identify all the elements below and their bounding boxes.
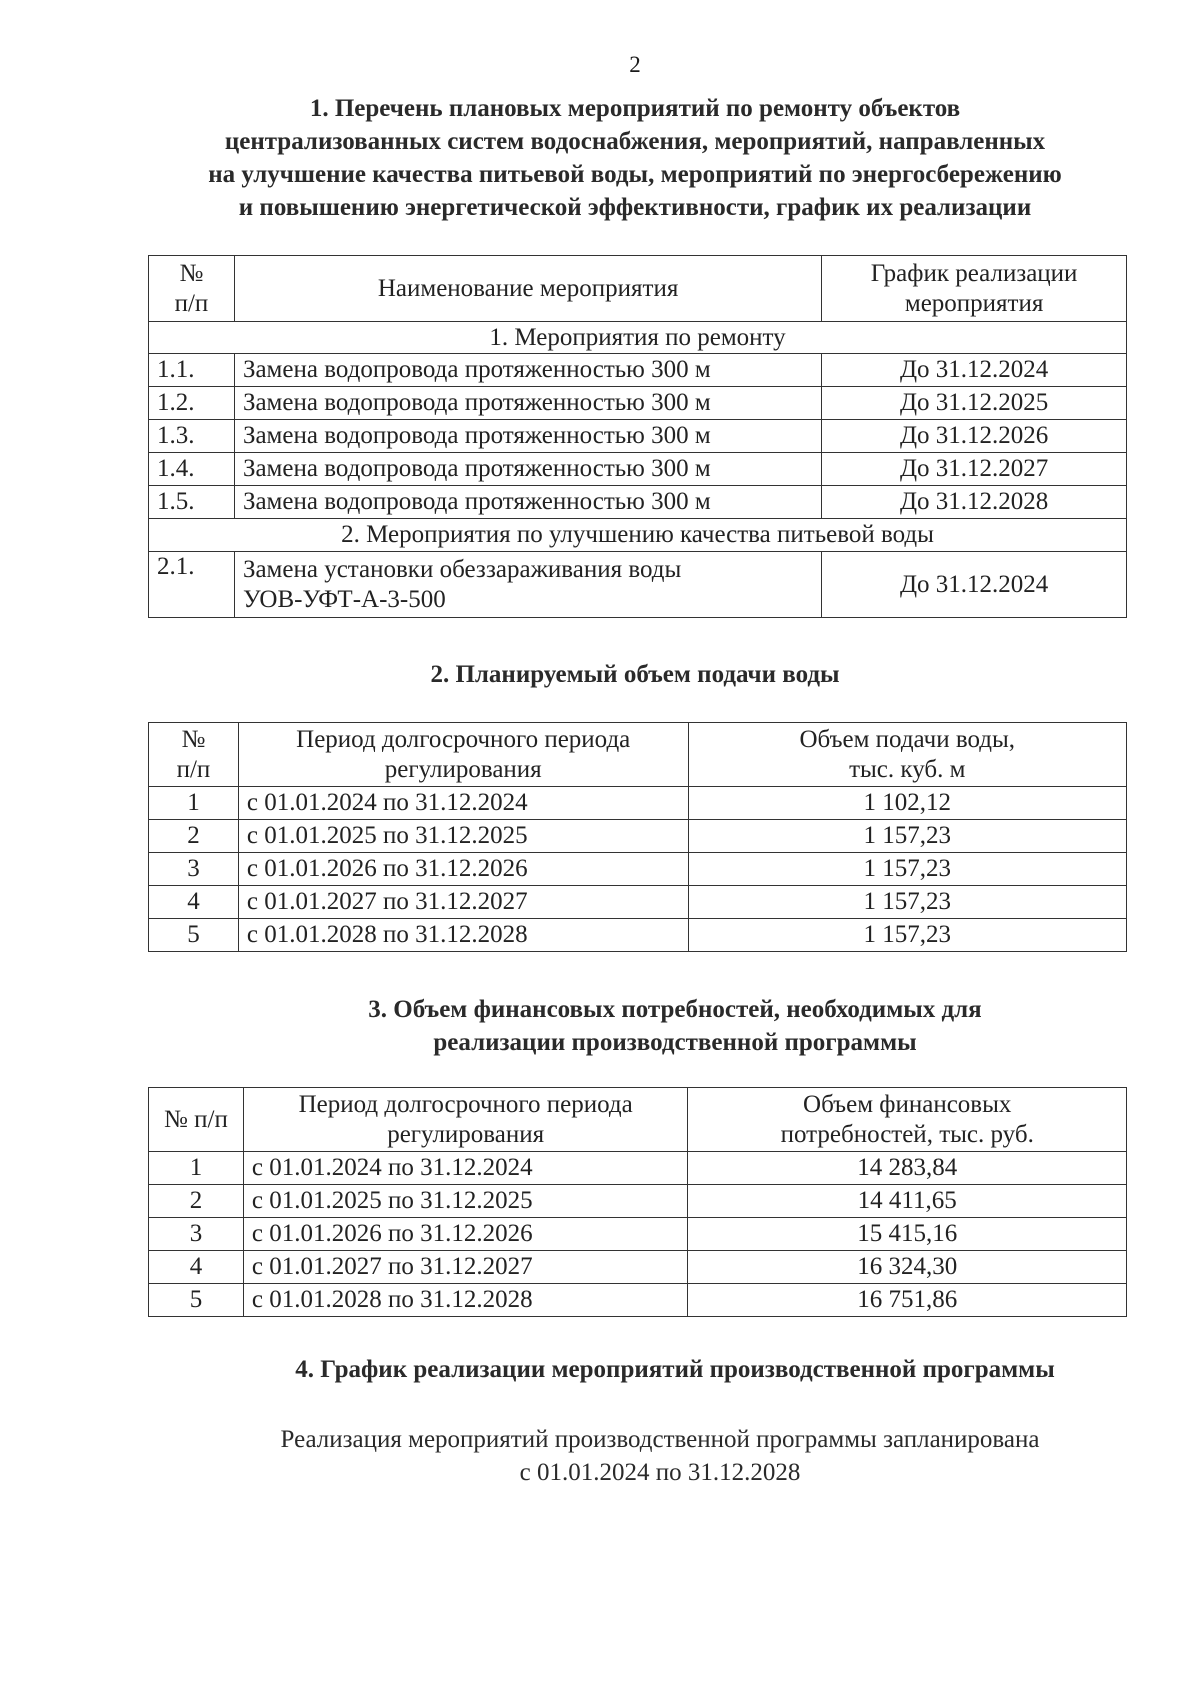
row-name-line: УОВ-УФТ-А-3-500 — [242, 585, 446, 613]
row-period: с 01.01.2025 по 31.12.2025 — [238, 820, 688, 853]
section4-text-line: Реализация мероприятий производственной программы запланирована — [280, 1426, 1040, 1453]
section4-text-line: с 01.01.2024 по 31.12.2028 — [519, 1459, 801, 1486]
header-num — [149, 723, 239, 787]
section1-title-line: 1. Перечень плановых мероприятий по ремонту объектов — [309, 95, 961, 122]
table-row — [149, 820, 1127, 853]
header-num: № п/п — [149, 1088, 244, 1152]
row-num: 3 — [149, 853, 239, 886]
row-num: 5 — [149, 1284, 244, 1317]
table-row — [149, 1152, 1127, 1185]
row-num: 4 — [149, 1251, 244, 1284]
row-value: 1 102,12 — [688, 787, 1127, 820]
table-row — [149, 919, 1127, 952]
row-period: с 01.01.2024 по 31.12.2024 — [243, 1152, 688, 1185]
group2-title: 2. Мероприятия по улучшению качества питьевой воды — [149, 519, 1127, 552]
row-period: с 01.01.2026 по 31.12.2026 — [238, 853, 688, 886]
section4-text — [160, 1423, 1160, 1489]
group-row — [149, 519, 1127, 552]
row-period: с 01.01.2028 по 31.12.2028 — [238, 919, 688, 952]
row-schedule: До 31.12.2027 — [822, 453, 1127, 486]
header-text: потребностей, тыс. руб. — [780, 1120, 1034, 1148]
table-row — [149, 387, 1127, 420]
row-num: 1.1. — [149, 354, 235, 387]
row-value: 1 157,23 — [688, 853, 1127, 886]
header-period — [238, 723, 688, 787]
header-text: регулирования — [387, 1120, 545, 1148]
row-name — [234, 552, 821, 618]
row-name: Замена водопровода протяженностью 300 м — [234, 387, 821, 420]
table-header-row — [149, 723, 1127, 787]
row-name-line: Замена установки обеззараживания воды — [242, 555, 682, 583]
section1-title-line: централизованных систем водоснабжения, мероприятий, направленных — [224, 128, 1046, 155]
header-text: Период долгосрочного периода — [298, 1090, 633, 1118]
section3-title-line: 3. Объем финансовых потребностей, необходимых для — [368, 996, 982, 1023]
row-schedule: До 31.12.2024 — [822, 354, 1127, 387]
measures-table — [148, 255, 1127, 618]
row-value: 14 283,84 — [688, 1152, 1127, 1185]
row-num: 1.3. — [149, 420, 235, 453]
row-num: 1.2. — [149, 387, 235, 420]
section1-title-line: и повышению энергетической эффективности, график их реализации — [238, 194, 1032, 221]
header-schedule — [822, 256, 1127, 322]
row-period: с 01.01.2025 по 31.12.2025 — [243, 1185, 688, 1218]
row-value: 1 157,23 — [688, 820, 1127, 853]
header-text: Объем финансовых — [803, 1090, 1012, 1118]
section2-title: 2. Планируемый объем подачи воды — [430, 661, 840, 688]
row-num: 1 — [149, 1152, 244, 1185]
row-schedule: До 31.12.2026 — [822, 420, 1127, 453]
row-schedule: До 31.12.2028 — [822, 486, 1127, 519]
row-num: 4 — [149, 886, 239, 919]
section1-title-line: на улучшение качества питьевой воды, мероприятий по энергосбережению — [208, 161, 1062, 188]
row-period: с 01.01.2024 по 31.12.2024 — [238, 787, 688, 820]
header-text: тыс. куб. м — [849, 755, 966, 783]
header-volume — [688, 723, 1127, 787]
page-number: 2 — [629, 52, 641, 77]
table-row — [149, 853, 1127, 886]
row-name: Замена водопровода протяженностью 300 м — [234, 354, 821, 387]
header-text: регулирования — [384, 755, 542, 783]
table-row — [149, 1251, 1127, 1284]
row-num: 2 — [149, 1185, 244, 1218]
row-num: 1.4. — [149, 453, 235, 486]
row-num: 3 — [149, 1218, 244, 1251]
table-header-row — [149, 256, 1127, 322]
row-num: 2.1. — [149, 552, 235, 618]
row-value: 16 751,86 — [688, 1284, 1127, 1317]
section3-title-line: реализации производственной программы — [433, 1029, 917, 1056]
row-period: с 01.01.2028 по 31.12.2028 — [243, 1284, 688, 1317]
row-period: с 01.01.2027 по 31.12.2027 — [238, 886, 688, 919]
row-num: 5 — [149, 919, 239, 952]
table-row — [149, 1284, 1127, 1317]
table-row — [149, 453, 1127, 486]
section3-title — [180, 993, 1170, 1059]
section4-title: 4. График реализации мероприятий производственной программы — [295, 1356, 1055, 1383]
table-row — [149, 552, 1127, 618]
row-schedule: До 31.12.2025 — [822, 387, 1127, 420]
row-schedule: До 31.12.2024 — [822, 552, 1127, 618]
header-num — [149, 256, 235, 322]
table-row — [149, 787, 1127, 820]
header-text: № — [181, 725, 206, 753]
row-name: Замена водопровода протяженностью 300 м — [234, 453, 821, 486]
header-text: п/п — [176, 755, 211, 783]
table-header-row — [149, 1088, 1127, 1152]
row-value: 16 324,30 — [688, 1251, 1127, 1284]
header-finance — [688, 1088, 1127, 1152]
table-row — [149, 420, 1127, 453]
header-text: № — [179, 259, 204, 287]
group1-title: 1. Мероприятия по ремонту — [149, 322, 1127, 354]
table-row — [149, 1218, 1127, 1251]
header-text: мероприятия — [904, 289, 1044, 317]
header-period — [243, 1088, 688, 1152]
row-value: 1 157,23 — [688, 919, 1127, 952]
row-value: 14 411,65 — [688, 1185, 1127, 1218]
row-num: 1.5. — [149, 486, 235, 519]
header-text: График реализации — [870, 259, 1078, 287]
header-text: Объем подачи воды, — [799, 725, 1016, 753]
header-text: п/п — [174, 289, 209, 317]
section1-title — [140, 92, 1130, 224]
row-name: Замена водопровода протяженностью 300 м — [234, 486, 821, 519]
row-value: 1 157,23 — [688, 886, 1127, 919]
header-text: Период долгосрочного периода — [296, 725, 631, 753]
table-row — [149, 486, 1127, 519]
row-period: с 01.01.2027 по 31.12.2027 — [243, 1251, 688, 1284]
water-volume-table — [148, 722, 1127, 952]
table-row — [149, 886, 1127, 919]
finance-table — [148, 1087, 1127, 1317]
group-row — [149, 322, 1127, 354]
row-num: 2 — [149, 820, 239, 853]
row-period: с 01.01.2026 по 31.12.2026 — [243, 1218, 688, 1251]
header-name: Наименование мероприятия — [234, 256, 821, 322]
row-num: 1 — [149, 787, 239, 820]
row-name: Замена водопровода протяженностью 300 м — [234, 420, 821, 453]
table-row — [149, 354, 1127, 387]
table-row — [149, 1185, 1127, 1218]
row-value: 15 415,16 — [688, 1218, 1127, 1251]
